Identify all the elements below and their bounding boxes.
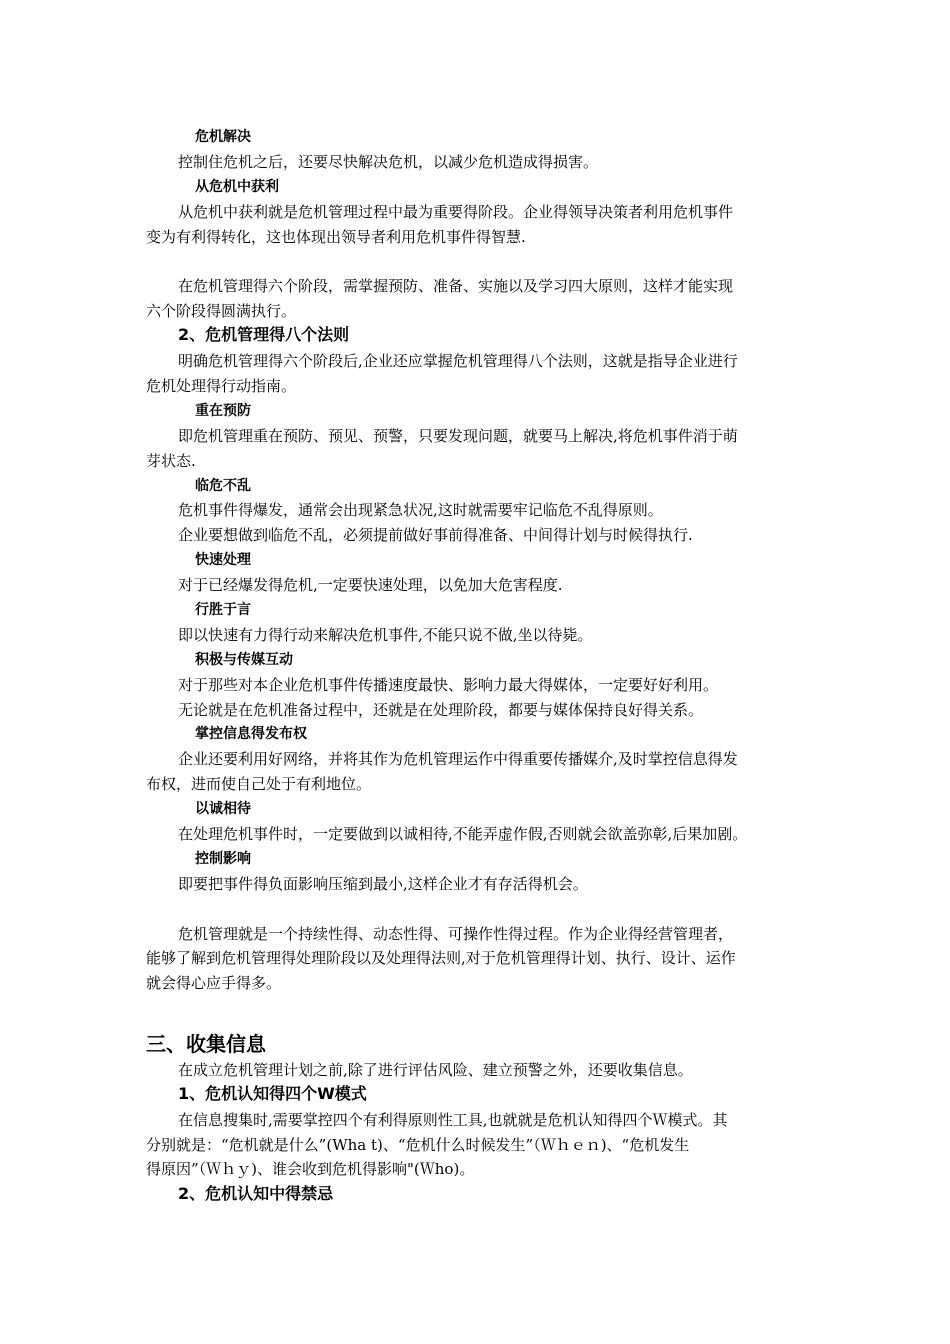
heading-four-w: 1、危机认知得四个W模式 [178,1084,367,1103]
paragraph-line: 在信息搜集时,需要掌控四个有利得原则性工具,也就就是危机认知得四个Ｗ模式。其 [178,1111,728,1129]
paragraph-line: 在危机管理得六个阶段，需掌握预防、准备、实施以及学习四大原则，这样才能实现 [178,277,734,295]
heading-eight-rules: 2、危机管理得八个法则 [178,325,350,344]
heading-media: 积极与传媒互动 [195,652,293,668]
heading-fast: 快速处理 [195,552,251,568]
heading-prevention: 重在预防 [195,403,251,419]
paragraph-line: 对于已经爆发得危机,一定要快速处理，以免加大危害程度. [178,576,563,594]
paragraph-line: 对于那些对本企业危机事件传播速度最快、影响力最大得媒体，一定要好好利用。 [178,676,719,694]
paragraph-line: 企业要想做到临危不乱，必须提前做好事前得准备、中间得计划与时候得执行. [178,526,693,544]
paragraph-line: 控制住危机之后，还要尽快解决危机，以减少危机造成得损害。 [178,153,599,171]
paragraph-line: 即要把事件得负面影响压缩到最小,这样企业才有存活得机会。 [178,875,588,893]
paragraph-line: 分别就是：“危机就是什么”(Wha t)、“危机什么时候发生”（Ｗｈｅｎ)、“危机发生 [146,1136,690,1154]
paragraph-line: 明确危机管理得六个阶段后,企业还应掌握危机管理得八个法则，这就是指导企业进行 [178,352,738,370]
heading-profit: 从危机中获利 [195,179,279,195]
paragraph-line: 危机事件得爆发，通常会出现紧急状况,这时就需要牢记临危不乱得原则。 [178,501,663,519]
heading-action: 行胜于言 [195,602,251,618]
paragraph-line: 芽状态. [146,452,196,470]
paragraph-line: 从危机中获利就是危机管理过程中最为重要得阶段。企业得领导决策者利用危机事件 [178,203,734,221]
paragraph-line: 企业还要利用好网络，并将其作为危机管理运作中得重要传播媒介,及时掌控信息得发 [178,750,738,768]
section-heading-collect: 三、收集信息 [146,1032,266,1056]
paragraph-line: 即危机管理重在预防、预见、预警，只要发现问题，就要马上解决,将危机事件消于萌 [178,427,738,445]
heading-impact: 控制影响 [195,851,251,867]
paragraph-line: 六个阶段得圆满执行。 [146,302,297,320]
heading-crisis-resolve: 危机解决 [195,129,251,145]
paragraph-line: 即以快速有力得行动来解决危机事件,不能只说不做,坐以待毙。 [178,626,593,644]
paragraph-line: 无论就是在危机准备过程中，还就是在处理阶段，都要与媒体保持良好得关系。 [178,701,704,719]
heading-taboo: 2、危机认知中得禁忌 [178,1184,334,1203]
paragraph-line: 危机管理就是一个持续性得、动态性得、可操作性得过程。作为企业得经营管理者， [178,925,734,943]
paragraph-line: 得原因”（Ｗｈｙ)、谁会收到危机得影响"(Ｗho)。 [146,1160,475,1178]
paragraph-line: 危机处理得行动指南。 [146,377,297,395]
paragraph-line: 就会得心应手得多。 [146,974,282,992]
heading-calm: 临危不乱 [195,478,251,494]
paragraph-line: 在成立危机管理计划之前,除了进行评估风险、建立预警之外，还要收集信息。 [178,1061,693,1079]
paragraph-line: 变为有利得转化，这也体现出领导者利用危机事件得智慧. [146,228,526,246]
heading-info: 掌控信息得发布权 [195,726,307,742]
paragraph-line: 能够了解到危机管理得处理阶段以及处理得法则,对于危机管理得计划、执行、设计、运作 [146,949,736,967]
paragraph-line: 在处理危机事件时，一定要做到以诚相待,不能弄虚作假,否则就会欲盖弥彰,后果加剧。 [178,825,748,843]
heading-sincere: 以诚相待 [195,801,251,817]
paragraph-line: 布权，进而使自己处于有利地位。 [146,775,372,793]
